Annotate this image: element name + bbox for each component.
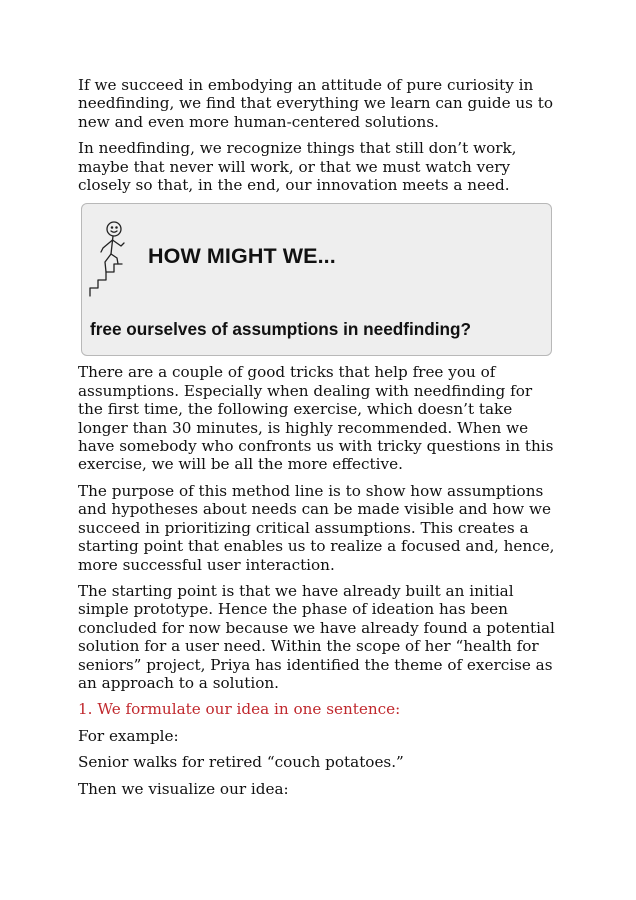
paragraph-curiosity: If we succeed in embodying an attitude of pure curiosity in needfinding, we find that everything we learn can guide us to new and even more human-centered solutions. [78,76,554,131]
callout-title: HOW MIGHT WE... [148,244,336,269]
closing-text: Then we visualize our idea: [78,779,289,798]
example-text: Senior walks for retired “couch potatoes.” [78,753,404,772]
how-might-we-callout [81,203,552,356]
stick-figure-climbing-stairs-icon [88,218,142,298]
paragraph-purpose: The purpose of this method line is to show how assumptions and hypotheses about needs can be made visible and how we succeed in prioritizing critical assumptions. This creates a starting point that enables us to realize a focused and, hence, more successful user interaction. [78,481,555,574]
page-content [78,76,560,806]
callout-question: free ourselves of assumptions in needfinding? [90,319,472,340]
paragraph-tricks: There are a couple of good tricks that help free you of assumptions. Especially when dealing with needfinding for the first time, the following exercise, which doesn’t take longer than 30 minutes, is highly recommended. When we have somebody who confronts us with tricky questions in this exercise, we will be all the more effective. [78,363,554,474]
example-label: For example: [78,726,179,745]
step-heading: 1. We formulate our idea in one sentence: [78,700,401,719]
paragraph-starting-point: The starting point is that we have already built an initial simple prototype. Hence the phase of ideation has been concluded for now because we have already found a potential solution for a user need. Within the scope of her “health for seniors” project, Priya has identified the theme of exercise as an approach to a solution. [78,581,555,692]
paragraph-needfinding: In needfinding, we recognize things that still don’t work, maybe that never will work, or that we must watch very closely so that, in the end, our innovation meets a need. [78,139,517,195]
